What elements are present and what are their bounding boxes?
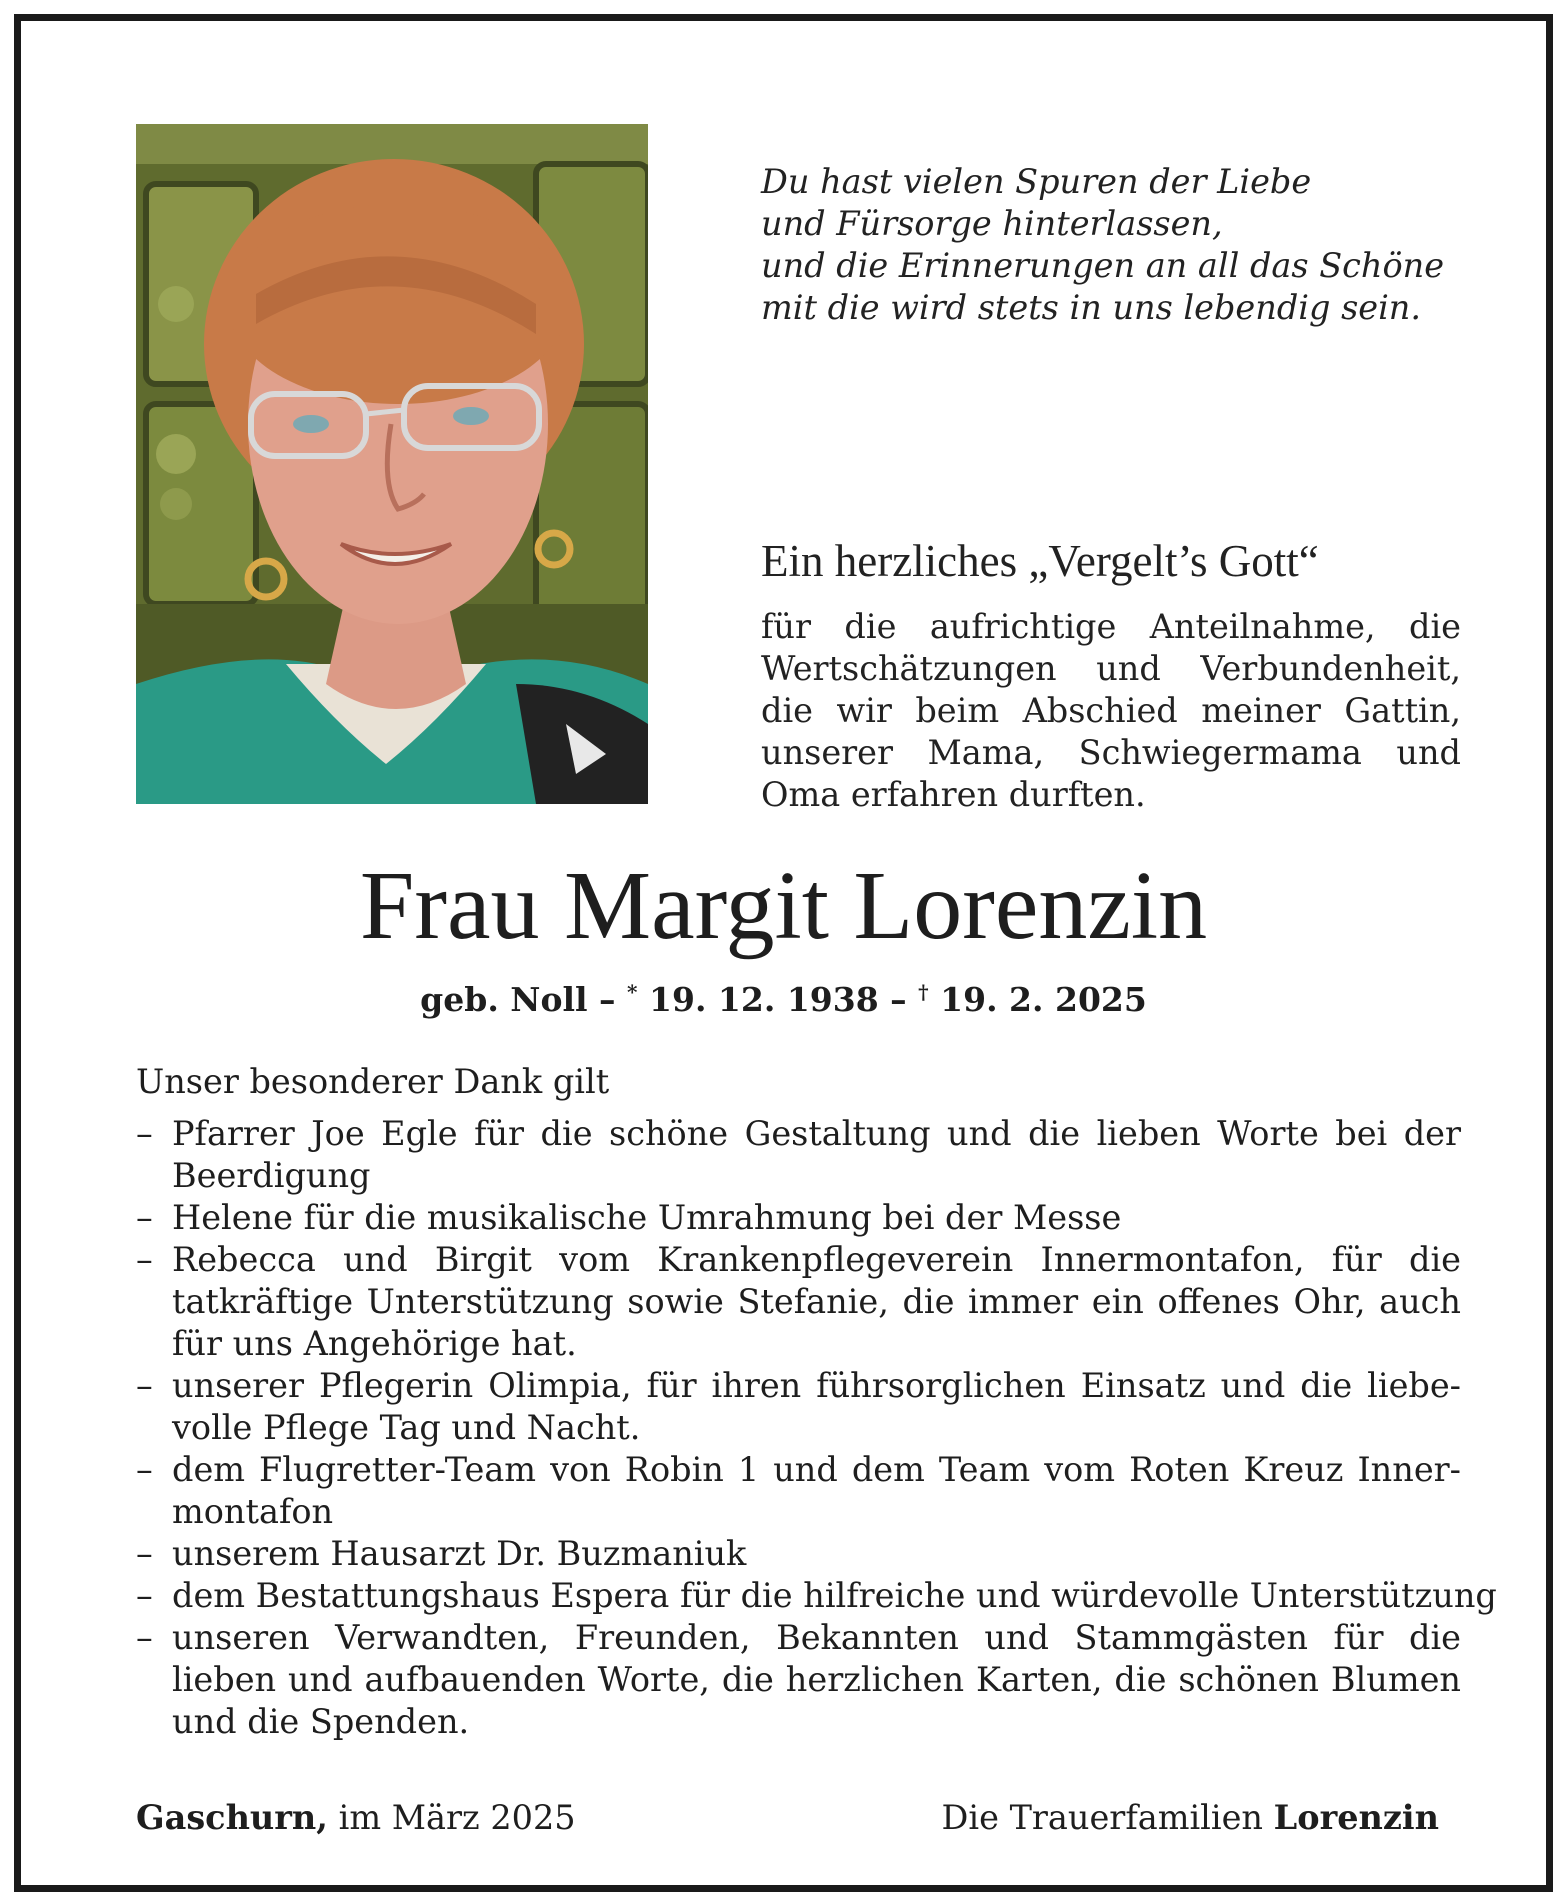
deceased-name: Frau Margit Lorenzin (359, 852, 1208, 960)
list-item (136, 1533, 1461, 1575)
list-item (136, 1575, 1497, 1617)
obituary-card (14, 14, 1553, 1892)
list-item-line: Rebecca und Birgit vom Krankenpflegeverein Innermontafon, für die (172, 1240, 1461, 1279)
thanks-line: die wir beim Abschied meiner Gattin, (761, 691, 1461, 730)
birth-date: 19. 12. 1938 (649, 980, 879, 1019)
list-item (136, 1113, 1461, 1197)
list-item-line: unserem Hausarzt Dr. Buzmaniuk (172, 1534, 747, 1573)
acknowledgements-list (136, 1113, 1497, 1743)
list-item (136, 1197, 1461, 1239)
dates-separator: – (599, 980, 616, 1019)
list-item (136, 1449, 1461, 1533)
list-item-line: Beerdigung (172, 1156, 371, 1195)
thanks-heading: Ein herzliches „Vergelt’s Gott“ (761, 536, 1319, 586)
list-item-line: unseren Verwandten, Freunden, Bekannten und Stammgästen für die (172, 1618, 1461, 1657)
list-item (136, 1365, 1461, 1449)
death-date: 19. 2. 2025 (940, 980, 1147, 1019)
poem-line: mit die wird stets in uns lebendig sein. (761, 288, 1422, 327)
list-item-line: dem Bestattungshaus Espera für die hilfreiche und würdevolle Unterstützung (172, 1576, 1497, 1615)
poem-verse (761, 161, 1461, 329)
date: im März 2025 (338, 1798, 576, 1837)
thanks-line: Wertschätzungen und Verbundenheit, (761, 649, 1461, 688)
thanks-paragraph (761, 606, 1461, 816)
list-dash: – (136, 1618, 153, 1657)
list-dash: – (136, 1366, 153, 1405)
list-item-line: unserer Pflegerin Olimpia, für ihren führsorglichen Einsatz und die liebe- (172, 1366, 1461, 1405)
list-item (136, 1617, 1461, 1743)
portrait-illustration (136, 124, 648, 804)
list-item-line: montafon (172, 1492, 334, 1531)
list-dash: – (136, 1114, 153, 1153)
list-dash: – (136, 1576, 153, 1615)
dates-separator: – (890, 980, 907, 1019)
list-item-line: Pfarrer Joe Egle für die schöne Gestaltung und die lieben Worte bei der (172, 1114, 1461, 1153)
died-symbol: † (918, 980, 929, 1004)
signature (942, 1797, 1439, 1839)
family-prefix: Die Trauerfamilien (941, 1798, 1264, 1837)
list-item-line: und die Spenden. (172, 1702, 470, 1741)
life-dates (21, 978, 1546, 1022)
born-symbol: * (627, 980, 638, 1004)
list-item-line: Helene für die musikalische Umrahmung bei der Messe (172, 1198, 1122, 1237)
thanks-line: für die aufrichtige Anteilnahme, die (761, 607, 1461, 646)
place-and-date (136, 1797, 576, 1839)
family-name: Lorenzin (1273, 1798, 1439, 1837)
list-dash: – (136, 1240, 153, 1279)
list-item-line: volle Pflege Tag und Nacht. (172, 1408, 641, 1447)
thanks-line: Oma erfahren durften. (761, 775, 1146, 814)
list-item-line: dem Flugretter-Team von Robin 1 und dem Team vom Roten Kreuz Inner- (172, 1450, 1461, 1489)
portrait-photo (136, 124, 648, 804)
list-dash: – (136, 1198, 153, 1237)
list-item-line: lieben und aufbauenden Worte, die herzlichen Karten, die schönen Blumen (172, 1660, 1461, 1699)
list-item-line: für uns Angehörige hat. (172, 1324, 577, 1363)
place: Gaschurn, (136, 1798, 328, 1837)
poem-line: und die Erinnerungen an all das Schöne (761, 246, 1445, 285)
poem-line: Du hast vielen Spuren der Liebe (761, 162, 1312, 201)
list-item-line: tatkräftige Unterstützung sowie Stefanie, die immer ein offenes Ohr, auch (172, 1282, 1461, 1321)
acknowledgements-intro: Unser besonderer Dank gilt (136, 1062, 610, 1101)
list-item (136, 1239, 1461, 1365)
thanks-line: unserer Mama, Schwiegermama und (761, 733, 1461, 772)
list-dash: – (136, 1534, 153, 1573)
maiden-name: geb. Noll (420, 980, 588, 1019)
list-dash: – (136, 1450, 153, 1489)
poem-line: und Fürsorge hinterlassen, (761, 204, 1223, 243)
